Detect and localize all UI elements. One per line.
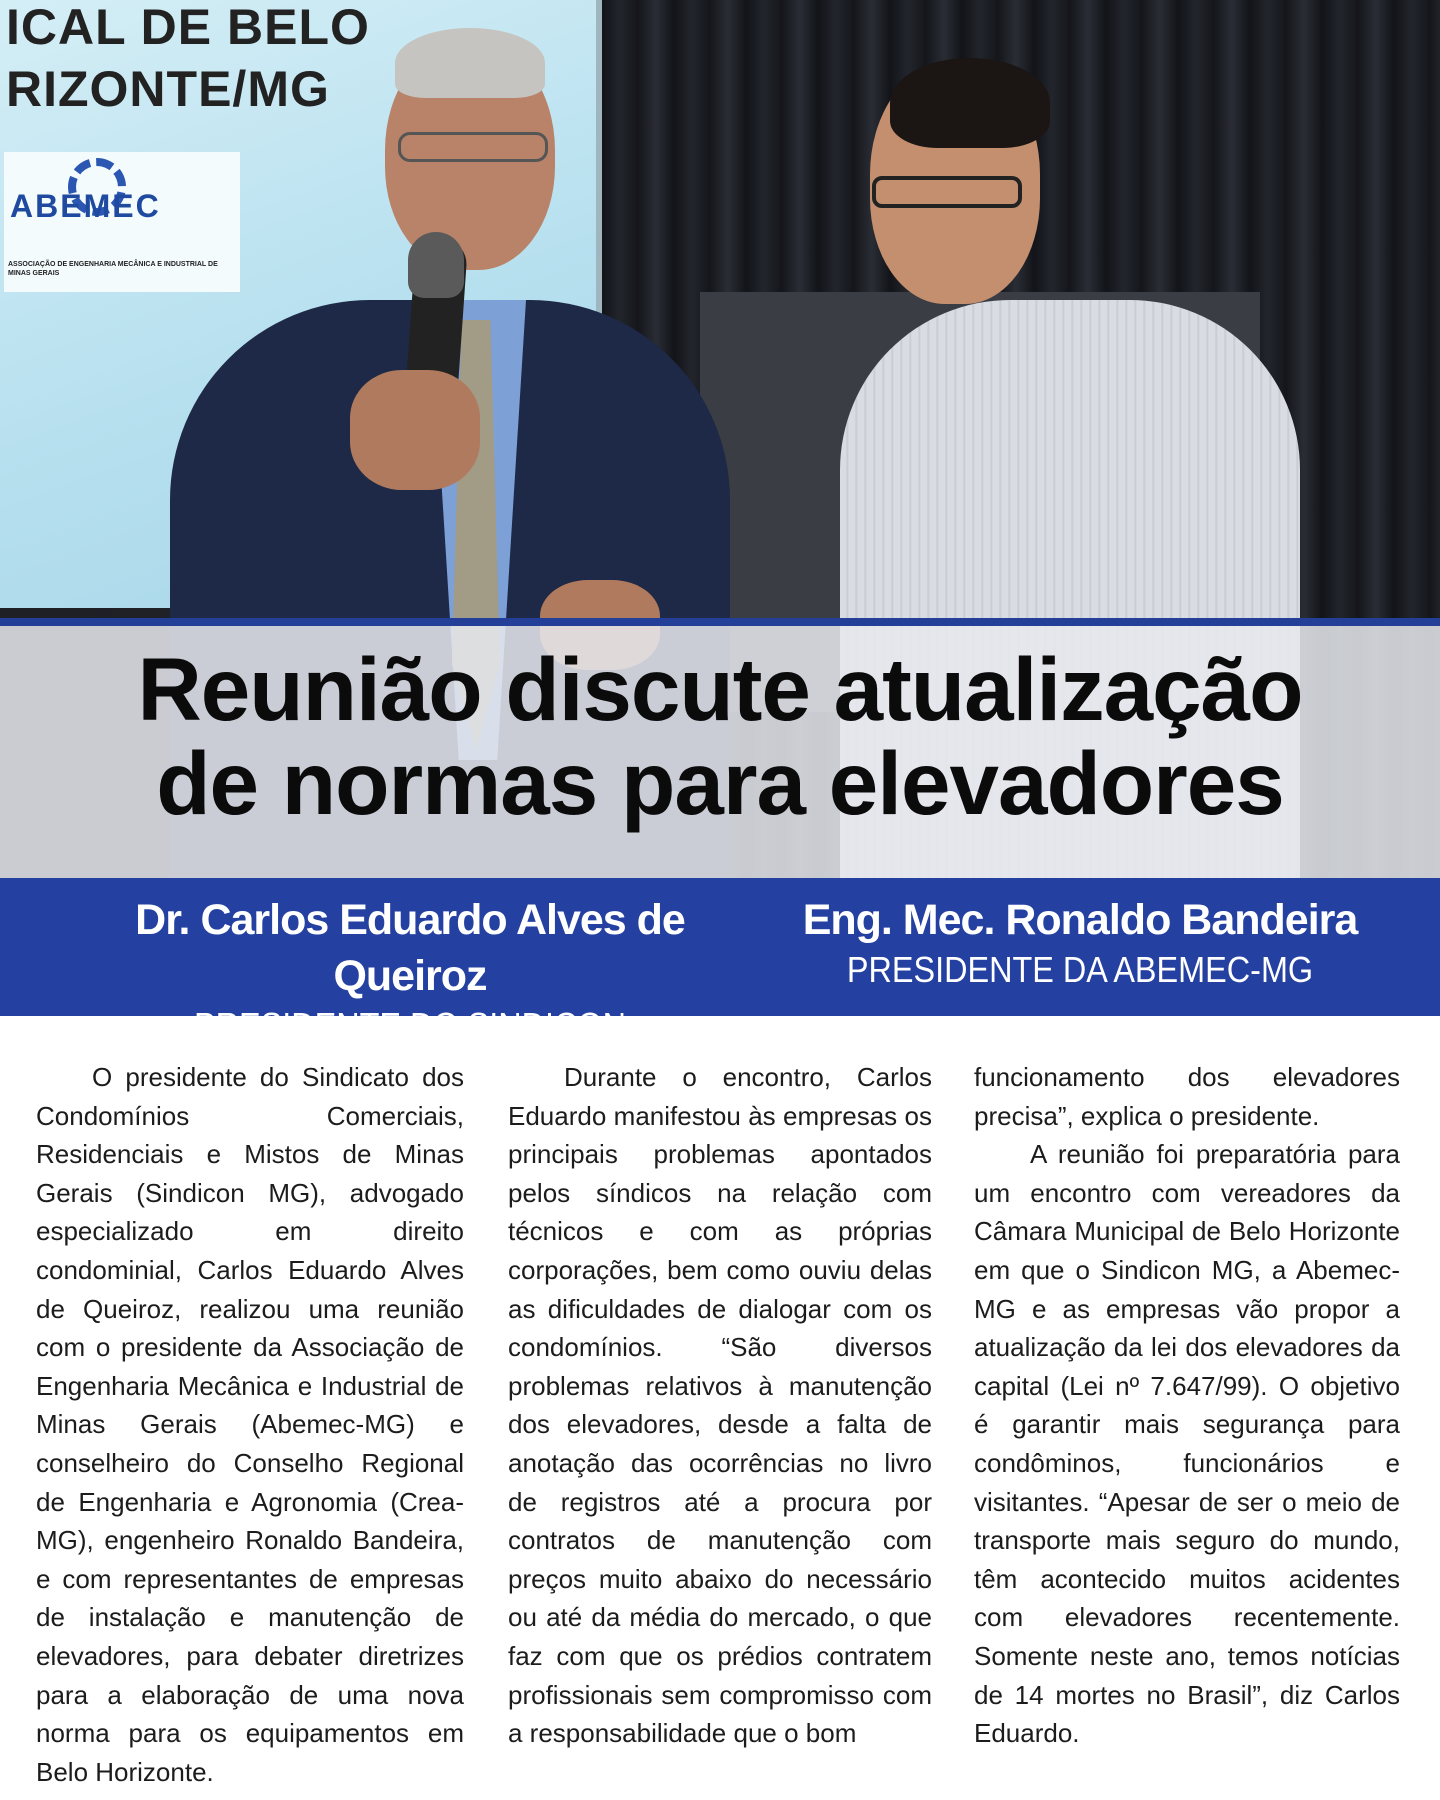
article-column-3 — [974, 1058, 1400, 1753]
headline-top-rule — [0, 618, 1440, 626]
speaker-right-glasses — [872, 176, 1022, 208]
headline — [0, 639, 1440, 833]
caption-left-role: PRESIDENTE DO SINDICON — [193, 1005, 627, 1046]
speaker-left-glasses — [398, 132, 548, 162]
screen-title: ICAL DE BELO RIZONTE/MG — [6, 0, 370, 117]
caption-right-role: PRESIDENTE DA ABEMEC-MG — [846, 949, 1314, 990]
article-column-2 — [508, 1058, 932, 1753]
caption-left-name: Dr. Carlos Eduardo Alves de Queiroz — [135, 896, 685, 1000]
headline-line-1: Reunião discute atualização — [137, 639, 1303, 739]
paragraph: funcionamento dos elevadores precisa”, explica o presidente. — [974, 1062, 1400, 1131]
paragraph: A reunião foi preparatória para um encontro com vereadores da Câmara Municipal de Belo Horizonte em que o Sindicon MG, a Abemec-MG e as empresas vão propor a atualização da lei dos elevadores da capital (Lei nº 7.647/99). O objetivo é garantir mais segurança para condôminos, funcionários e visitantes. “Apesar de ser o meio de transporte mais seguro do mundo, têm acontecido muitos acidentes com elevadores recentemente. Somente neste ano, temos notícias de 14 mortes no Brasil”, diz Carlos Eduardo. — [974, 1139, 1400, 1749]
headline-line-2: de normas para elevadores — [156, 733, 1284, 833]
article-column-1 — [36, 1058, 464, 1791]
caption-left — [60, 892, 760, 1048]
speaker-left-hand — [350, 370, 480, 490]
abemec-logo — [4, 152, 240, 292]
caption-right — [800, 892, 1360, 992]
speaker-left-hair — [395, 28, 545, 98]
paragraph: O presidente do Sindicato dos Condomínios Comerciais, Residenciais e Mistos de Minas Gerais (Sindicon MG), advogado especializado em direito condominial, Carlos Eduardo Alves de Queiroz, realizou uma reunião com o presidente da Associação de Engenharia Mecânica e Industrial de Minas Gerais (Abemec-MG) e conselheiro do Conselho Regional de Engenharia e Agronomia (Crea-MG), engenheiro Ronaldo Bandeira, e com representantes de empresas de instalação e manutenção de elevadores, para debater diretrizes para a elaboração de uma nova norma para os equipamentos em Belo Horizonte. — [36, 1062, 464, 1787]
paragraph: Durante o encontro, Carlos Eduardo manifestou às empresas os principais problemas apontados pelos síndicos na relação com técnicos e com as próprias corporações, bem como ouviu delas as dificuldades de dialogar com os condomínios. “São diversos problemas relativos à manutenção dos elevadores, desde a falta de anotação das ocorrências no livro de registros até a procura por contratos de manutenção com preços muito abaixo do necessário ou até da média do mercado, o que faz com que os prédios contratem profissionais sem compromisso com a responsabilidade que o bom — [508, 1062, 932, 1749]
caption-right-name: Eng. Mec. Ronaldo Bandeira — [802, 896, 1358, 944]
microphone-head — [408, 232, 464, 298]
logo-subtitle: ASSOCIAÇÃO DE ENGENHARIA MECÂNICA E INDUSTRIAL DE MINAS GERAIS — [8, 261, 218, 277]
speaker-right-hair — [890, 58, 1050, 148]
caption-bar — [0, 878, 1440, 1046]
logo-text: ABEMEC — [10, 188, 161, 224]
